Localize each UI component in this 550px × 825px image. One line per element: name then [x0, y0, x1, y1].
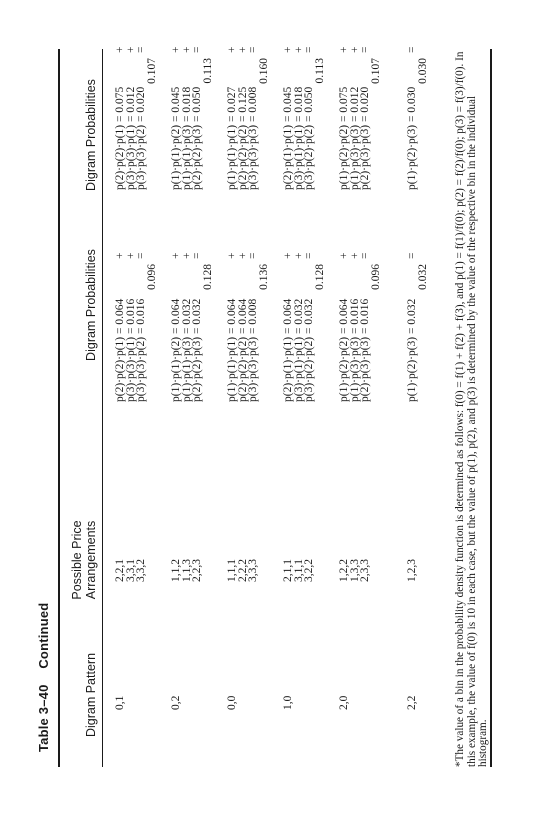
probability-term: p(2)·p(2)·p(2) = 0.064: [236, 298, 249, 402]
probability-term: p(2)·p(2)·p(1) = 0.064: [114, 298, 126, 402]
digram-probabilities-b-cell: [283, 40, 325, 190]
probability-operator: =: [191, 252, 203, 259]
digram-probabilities-b-cell: [227, 40, 269, 190]
table-label: Table 3–40: [36, 684, 51, 752]
digram-pattern-cell: 2,2: [406, 695, 418, 710]
probability-sum: 0.107: [145, 58, 158, 84]
digram-probabilities-a-cell: [407, 252, 428, 402]
digram-pattern-cell: 0,2: [170, 695, 182, 710]
probability-operator: =: [303, 46, 315, 53]
probability-operator: =: [135, 46, 147, 53]
probability-term: p(2)·p(3)·p(3) = 0.016: [359, 298, 371, 402]
probability-term: p(2)·p(3)·p(3) = 0.020: [359, 86, 371, 190]
table-row: [283, 0, 343, 825]
digram-probabilities-b-cell: [339, 40, 381, 190]
probability-line: [304, 252, 315, 402]
digram-probabilities-a-cell: [227, 252, 269, 402]
probability-sum: 0.107: [369, 58, 382, 84]
digram-pattern-cell: 2,0: [338, 695, 350, 710]
probability-operator: =: [135, 252, 147, 259]
probability-term: p(1)·p(3)·p(3) = 0.016: [348, 298, 361, 402]
probability-term: p(1)·p(1)·p(1) = 0.027: [226, 86, 238, 190]
header-digram-pattern: Digram Pattern: [84, 652, 98, 738]
probability-operator: +: [170, 46, 182, 53]
probability-line: [407, 252, 418, 402]
probability-line: [136, 252, 147, 402]
arrangements-cell: [339, 559, 371, 582]
probability-term: p(1)·p(3)·p(3) = 0.012: [348, 86, 361, 190]
probability-term: p(2)·p(1)·p(1) = 0.064: [282, 298, 294, 402]
probability-operator: =: [191, 46, 203, 53]
arrangements-cell: [171, 559, 203, 582]
probability-term: p(1)·p(2)·p(2) = 0.064: [338, 298, 350, 402]
probability-term: p(2)·p(2)·p(3) = 0.050: [191, 86, 203, 190]
header-rule: [102, 49, 103, 767]
table-row: [171, 0, 231, 825]
probability-term: p(3)·p(1)·p(1) = 0.018: [292, 86, 305, 190]
table-row: [227, 0, 287, 825]
probability-operator: +: [114, 46, 126, 53]
digram-probabilities-b-cell: [171, 40, 213, 190]
digram-probabilities-a-cell: [171, 252, 213, 402]
probability-operator: +: [124, 46, 137, 53]
probability-term: p(1)·p(1)·p(1) = 0.064: [226, 298, 238, 402]
probability-operator: +: [226, 252, 238, 259]
probability-term: p(1)·p(2)·p(3) = 0.032: [406, 298, 418, 402]
probability-term: p(3)·p(3)·p(3) = 0.008: [247, 86, 259, 190]
arrangement-value: 1,3,3: [348, 559, 361, 582]
arrangement-value: 2,3,3: [359, 559, 371, 582]
arrangements-cell: [227, 559, 259, 582]
digram-probabilities-a-cell: [283, 252, 325, 402]
probability-term: p(3)·p(3)·p(3) = 0.008: [247, 298, 259, 402]
arrangement-value: 1,1,2: [170, 559, 182, 582]
probability-term: p(2)·p(2)·p(1) = 0.075: [114, 86, 126, 190]
arrangement-value: 1,1,3: [180, 559, 193, 582]
arrangement-value: 2,2,1: [114, 559, 126, 582]
probability-operator: +: [170, 252, 182, 259]
probability-line: [304, 40, 315, 190]
table-row: [115, 0, 175, 825]
probability-term: p(1)·p(2)·p(3) = 0.030: [406, 86, 418, 190]
digram-probabilities-b-cell: [115, 40, 157, 190]
arrangement-value: 1,2,2: [338, 559, 350, 582]
probability-operator: +: [282, 252, 294, 259]
probability-line: [136, 40, 147, 190]
probability-sum: 0.136: [257, 264, 270, 290]
digram-probabilities-b-cell: [407, 40, 428, 190]
digram-pattern-cell: 1,0: [282, 695, 294, 710]
digram-probabilities-a-cell: [115, 252, 157, 402]
probability-term: p(3)·p(2)·p(2) = 0.050: [303, 86, 315, 190]
probability-operator: +: [292, 252, 305, 259]
probability-operator: +: [338, 46, 350, 53]
probability-operator: +: [236, 46, 249, 53]
probability-sum: 0.032: [416, 264, 429, 290]
probability-line: [192, 40, 203, 190]
probability-term: p(2)·p(1)·p(1) = 0.045: [282, 86, 294, 190]
probability-term: p(3)·p(3)·p(2) = 0.016: [135, 298, 147, 402]
probability-operator: +: [114, 252, 126, 259]
probability-term: p(2)·p(2)·p(3) = 0.032: [191, 298, 203, 402]
header-digram-probabilities-a: Digram Probabilities: [84, 249, 98, 361]
probability-operator: +: [226, 46, 238, 53]
probability-operator: +: [180, 252, 193, 259]
probability-term: p(3)·p(3)·p(2) = 0.020: [135, 86, 147, 190]
probability-operator: +: [180, 46, 193, 53]
probability-term: p(1)·p(1)·p(2) = 0.064: [170, 298, 182, 402]
arrangements-cell: [115, 559, 147, 582]
probability-operator: =: [247, 46, 259, 53]
probability-term: p(1)·p(1)·p(3) = 0.032: [180, 298, 193, 402]
probability-sum: 0.030: [416, 58, 429, 84]
header-price-arrangements: Possible Price Arrangements: [70, 520, 98, 600]
probability-operator: =: [406, 252, 418, 259]
probability-line: [248, 40, 259, 190]
probability-operator: =: [359, 252, 371, 259]
arrangement-value: 3,1,1: [292, 559, 305, 582]
arrangement-value: 1,1,1: [226, 559, 238, 582]
arrangement-value: 2,2,3: [191, 559, 203, 582]
arrangements-cell: [283, 559, 315, 582]
probability-term: p(3)·p(2)·p(2) = 0.032: [303, 298, 315, 402]
probability-sum: 0.128: [313, 264, 326, 290]
arrangement-value: 2,1,1: [282, 559, 294, 582]
probability-operator: +: [124, 252, 137, 259]
probability-line: [192, 252, 203, 402]
digram-pattern-cell: 0,1: [114, 695, 126, 710]
table-title: [36, 603, 51, 752]
arrangements-cell: [407, 559, 418, 582]
probability-sum: 0.128: [201, 264, 214, 290]
probability-operator: +: [282, 46, 294, 53]
probability-operator: +: [348, 252, 361, 259]
probability-operator: =: [303, 252, 315, 259]
probability-line: [360, 40, 371, 190]
probability-term: p(2)·p(2)·p(2) = 0.125: [236, 86, 249, 190]
arrangement-value: 1,2,3: [406, 559, 418, 582]
probability-sum: 0.096: [369, 264, 382, 290]
probability-operator: =: [247, 252, 259, 259]
probability-operator: =: [406, 46, 418, 53]
probability-operator: +: [292, 46, 305, 53]
probability-sum: 0.160: [257, 58, 270, 84]
probability-operator: +: [338, 252, 350, 259]
probability-line: [248, 252, 259, 402]
header-digram-probabilities-b: Digram Probabilities: [84, 79, 98, 191]
arrangement-value: 2,2,2: [236, 559, 249, 582]
probability-sum: 0.096: [145, 264, 158, 290]
top-rule: [58, 49, 60, 767]
table-footnote: *The value of a bin in the probability density function is determined as follows: f(0) = f(1) + f(2) + f(3), and p(1) = f(1)/f(0); p(2) = f(2)/f(0); p(3) = f(3)/f(0). In this example, the value of f(0) is 10 in each case, but the value of p(1), p(2), and p(3) is determined by the value of the respective bin in the individual histogram.: [454, 51, 489, 767]
digram-pattern-cell: 0,0: [226, 695, 238, 710]
probability-term: p(3)·p(1)·p(1) = 0.032: [292, 298, 305, 402]
probability-term: p(1)·p(2)·p(2) = 0.075: [338, 86, 350, 190]
probability-sum: 0.113: [201, 58, 214, 84]
probability-term: p(3)·p(3)·p(1) = 0.016: [124, 298, 137, 402]
bottom-rule: [490, 49, 492, 767]
table-caption: Continued: [36, 602, 51, 669]
arrangement-value: 3,2,2: [303, 559, 315, 582]
probability-term: p(1)·p(1)·p(3) = 0.018: [180, 86, 193, 190]
digram-probabilities-a-cell: [339, 252, 381, 402]
probability-operator: =: [359, 46, 371, 53]
probability-operator: +: [236, 252, 249, 259]
arrangement-value: 3,3,1: [124, 559, 137, 582]
probability-sum: 0.113: [313, 58, 326, 84]
probability-term: p(3)·p(3)·p(1) = 0.012: [124, 86, 137, 190]
arrangement-value: 3,3,3: [247, 559, 259, 582]
arrangement-value: 3,3,2: [135, 559, 147, 582]
probability-term: p(1)·p(1)·p(2) = 0.045: [170, 86, 182, 190]
probability-line: [407, 40, 418, 190]
probability-operator: +: [348, 46, 361, 53]
table-row: [339, 0, 399, 825]
probability-line: [360, 252, 371, 402]
